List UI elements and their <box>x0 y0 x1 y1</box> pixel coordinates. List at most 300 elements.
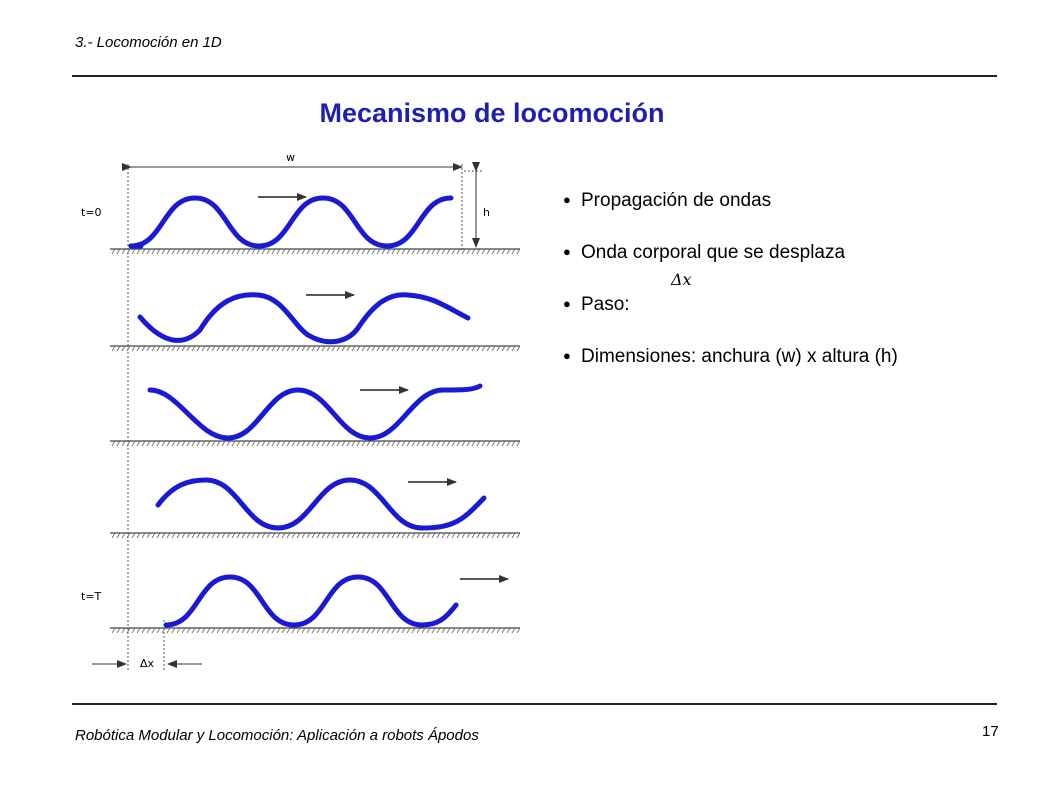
ground-hatch-mark <box>387 346 390 351</box>
ground-hatch-mark <box>457 249 460 254</box>
ground-hatch-mark <box>192 628 195 633</box>
ground-hatch-mark <box>117 346 120 351</box>
ground-hatch-mark <box>177 249 180 254</box>
ground-hatch-mark <box>452 441 455 446</box>
ground-hatch-mark <box>457 441 460 446</box>
ground-hatch-mark <box>337 628 340 633</box>
ground-hatch-mark <box>247 628 250 633</box>
ground-hatch-mark <box>152 441 155 446</box>
ground-hatch-mark <box>412 441 415 446</box>
ground-hatch-mark <box>292 346 295 351</box>
ground-hatch-mark <box>257 346 260 351</box>
wave-frame-1-tail <box>387 198 463 246</box>
ground-hatch-mark <box>447 346 450 351</box>
ground-hatch-mark <box>302 441 305 446</box>
ground-hatch-mark <box>387 441 390 446</box>
ground-hatch-mark <box>387 533 390 538</box>
ground-hatch-mark <box>467 628 470 633</box>
ground-hatch-mark <box>177 441 180 446</box>
ground-hatch-mark <box>237 249 240 254</box>
ground-hatch-mark <box>417 441 420 446</box>
ground-hatch-mark <box>242 533 245 538</box>
ground-hatch-mark <box>482 628 485 633</box>
ground-hatch-mark <box>232 533 235 538</box>
ground-hatch-mark <box>202 533 205 538</box>
ground-hatch-mark <box>232 441 235 446</box>
ground-hatch-mark <box>122 628 125 633</box>
wave-frame-4 <box>158 480 484 528</box>
ground-hatch-mark <box>132 628 135 633</box>
ground-hatch-mark <box>387 249 390 254</box>
ground-hatch-mark <box>432 346 435 351</box>
ground-hatch-mark <box>192 533 195 538</box>
ground-hatch-mark <box>457 628 460 633</box>
ground-hatch-mark <box>132 346 135 351</box>
ground-hatch-mark <box>442 628 445 633</box>
ground-hatch-mark <box>157 628 160 633</box>
ground-hatch-mark <box>167 628 170 633</box>
ground-hatch-mark <box>492 628 495 633</box>
ground-hatch-mark <box>172 533 175 538</box>
ground-hatch-mark <box>347 441 350 446</box>
ground-hatch-mark <box>302 533 305 538</box>
ground-hatch-mark <box>247 441 250 446</box>
ground-hatch-mark <box>177 533 180 538</box>
ground-line-1 <box>110 249 520 254</box>
ground-hatch-mark <box>447 249 450 254</box>
ground-hatch-mark <box>212 533 215 538</box>
ground-hatch-mark <box>357 628 360 633</box>
locomotion-wave-figure <box>78 150 538 675</box>
ground-hatch-mark <box>462 533 465 538</box>
ground-hatch-mark <box>312 628 315 633</box>
ground-hatch-mark <box>292 249 295 254</box>
ground-hatch-mark <box>327 346 330 351</box>
ground-hatch-mark <box>372 533 375 538</box>
ground-hatch-mark <box>207 346 210 351</box>
ground-hatch-mark <box>147 249 150 254</box>
ground-hatch-mark <box>502 249 505 254</box>
ground-hatch-mark <box>187 628 190 633</box>
ground-hatch-mark <box>492 346 495 351</box>
ground-hatch-mark <box>277 533 280 538</box>
ground-hatch-mark <box>307 441 310 446</box>
ground-hatch-mark <box>157 441 160 446</box>
ground-hatch-mark <box>167 346 170 351</box>
ground-hatch-mark <box>352 249 355 254</box>
ground-hatch-mark <box>137 346 140 351</box>
ground-hatch-mark <box>167 533 170 538</box>
ground-hatch-mark <box>467 441 470 446</box>
ground-hatch-mark <box>517 441 520 446</box>
ground-hatch-mark <box>502 628 505 633</box>
ground-hatch-mark <box>202 249 205 254</box>
ground-hatch-mark <box>322 249 325 254</box>
ground-hatch-mark <box>247 249 250 254</box>
ground-hatch-mark <box>372 249 375 254</box>
ground-hatch-mark <box>152 533 155 538</box>
ground-hatch-mark <box>267 628 270 633</box>
ground-hatch-mark <box>197 628 200 633</box>
ground-hatch-mark <box>222 441 225 446</box>
ground-hatch-mark <box>277 441 280 446</box>
ground-hatch-mark <box>352 628 355 633</box>
ground-hatch-mark <box>232 628 235 633</box>
ground-hatch-mark <box>157 346 160 351</box>
ground-hatch-mark <box>367 346 370 351</box>
ground-hatch-mark <box>357 346 360 351</box>
ground-hatch-mark <box>297 441 300 446</box>
ground-hatch-mark <box>202 346 205 351</box>
ground-hatch-mark <box>267 346 270 351</box>
ground-hatch-mark <box>322 346 325 351</box>
ground-hatch-mark <box>342 346 345 351</box>
ground-hatch-mark <box>172 628 175 633</box>
section-label: 3.- Locomoción en 1D <box>75 34 222 51</box>
ground-hatch-mark <box>262 346 265 351</box>
ground-hatch-mark <box>407 249 410 254</box>
ground-hatch-mark <box>187 346 190 351</box>
ground-hatch-mark <box>252 441 255 446</box>
ground-hatch-mark <box>367 249 370 254</box>
ground-hatch-mark <box>512 533 515 538</box>
ground-hatch-mark <box>422 628 425 633</box>
ground-hatch-mark <box>487 533 490 538</box>
ground-hatch-mark <box>327 628 330 633</box>
ground-hatch-mark <box>217 441 220 446</box>
ground-hatch-mark <box>502 441 505 446</box>
ground-hatch-mark <box>172 346 175 351</box>
ground-hatch-mark <box>162 441 165 446</box>
ground-hatch-mark <box>312 346 315 351</box>
ground-hatch-mark <box>377 533 380 538</box>
slide-title: Mecanismo de locomoción <box>319 98 665 128</box>
ground-hatch-mark <box>497 441 500 446</box>
ground-hatch-mark <box>302 628 305 633</box>
ground-hatch-mark <box>267 533 270 538</box>
ground-hatch-mark <box>382 249 385 254</box>
ground-hatch-mark <box>452 346 455 351</box>
ground-hatch-mark <box>392 346 395 351</box>
ground-hatch-mark <box>222 249 225 254</box>
ground-hatch-mark <box>417 533 420 538</box>
ground-hatch-mark <box>227 249 230 254</box>
ground-hatch-mark <box>362 249 365 254</box>
ground-hatch-mark <box>497 628 500 633</box>
wave-frame-2 <box>140 295 468 342</box>
ground-hatch-mark <box>227 441 230 446</box>
ground-hatch-mark <box>452 628 455 633</box>
ground-hatch-mark <box>132 441 135 446</box>
ground-hatch-mark <box>402 533 405 538</box>
ground-hatch-mark <box>397 533 400 538</box>
ground-hatch-mark <box>517 346 520 351</box>
ground-hatch-mark <box>142 249 145 254</box>
ground-hatch-mark <box>427 533 430 538</box>
ground-hatch-mark <box>272 249 275 254</box>
ground-line-3 <box>110 441 520 446</box>
ground-hatch-mark <box>122 346 125 351</box>
ground-hatch-mark <box>322 441 325 446</box>
ground-hatch-mark <box>452 249 455 254</box>
ground-hatch-mark <box>257 628 260 633</box>
ground-hatch-mark <box>487 441 490 446</box>
ground-hatch-mark <box>137 249 140 254</box>
ground-hatch-mark <box>347 346 350 351</box>
ground-hatch-mark <box>442 441 445 446</box>
ground-hatch-mark <box>172 249 175 254</box>
ground-hatch-mark <box>507 441 510 446</box>
ground-hatch-mark <box>492 249 495 254</box>
ground-hatch-mark <box>477 628 480 633</box>
ground-hatch-mark <box>182 533 185 538</box>
ground-hatch-mark <box>507 346 510 351</box>
ground-hatch-mark <box>212 628 215 633</box>
ground-hatch-mark <box>242 346 245 351</box>
ground-hatch-mark <box>142 533 145 538</box>
ground-hatch-mark <box>417 249 420 254</box>
ground-hatch-mark <box>177 628 180 633</box>
ground-hatch-mark <box>362 628 365 633</box>
ground-hatch-mark <box>437 249 440 254</box>
bullet-item: ● Propagación de ondas <box>563 190 772 211</box>
ground-hatch-mark <box>162 346 165 351</box>
ground-hatch-mark <box>367 628 370 633</box>
ground-hatch-mark <box>472 346 475 351</box>
ground-hatch-mark <box>217 249 220 254</box>
ground-hatch-mark <box>317 249 320 254</box>
wave-diagram <box>78 150 538 675</box>
ground-hatch-mark <box>507 533 510 538</box>
ground-hatch-mark <box>517 628 520 633</box>
ground-hatch-mark <box>427 346 430 351</box>
ground-hatch-mark <box>117 249 120 254</box>
ground-hatch-mark <box>437 441 440 446</box>
ground-hatch-mark <box>272 628 275 633</box>
ground-hatch-mark <box>217 346 220 351</box>
ground-hatch-mark <box>447 533 450 538</box>
ground-hatch-mark <box>137 533 140 538</box>
ground-hatch-mark <box>237 533 240 538</box>
ground-hatch-mark <box>262 249 265 254</box>
ground-hatch-mark <box>267 441 270 446</box>
ground-hatch-mark <box>332 533 335 538</box>
ground-hatch-mark <box>327 441 330 446</box>
ground-hatch-mark <box>182 628 185 633</box>
ground-hatch-mark <box>197 346 200 351</box>
ground-hatch-mark <box>417 346 420 351</box>
ground-hatch-mark <box>112 346 115 351</box>
header-divider <box>72 75 997 77</box>
ground-hatch-mark <box>172 441 175 446</box>
ground-hatch-mark <box>357 249 360 254</box>
ground-hatch-mark <box>412 346 415 351</box>
ground-hatch-mark <box>122 533 125 538</box>
ground-hatch-mark <box>207 533 210 538</box>
ground-hatch-mark <box>472 249 475 254</box>
ground-hatch-mark <box>412 628 415 633</box>
ground-hatch-mark <box>462 628 465 633</box>
ground-hatch-mark <box>382 346 385 351</box>
ground-hatch-mark <box>502 533 505 538</box>
ground-hatch-mark <box>337 346 340 351</box>
ground-hatch-mark <box>252 628 255 633</box>
ground-hatch-mark <box>147 441 150 446</box>
ground-hatch-mark <box>192 346 195 351</box>
ground-hatch-mark <box>457 533 460 538</box>
ground-hatch-mark <box>432 441 435 446</box>
ground-hatch-mark <box>422 441 425 446</box>
ground-hatch-mark <box>147 346 150 351</box>
ground-hatch-mark <box>112 628 115 633</box>
ground-hatch-mark <box>487 628 490 633</box>
ground-hatch-mark <box>482 441 485 446</box>
ground-hatch-mark <box>462 441 465 446</box>
ground-hatch-mark <box>482 249 485 254</box>
ground-hatch-mark <box>357 533 360 538</box>
wave-frame-3 <box>150 386 480 438</box>
ground-hatch-mark <box>142 346 145 351</box>
ground-hatch-mark <box>232 249 235 254</box>
ground-hatch-mark <box>292 441 295 446</box>
ground-hatch-mark <box>332 441 335 446</box>
ground-hatch-mark <box>327 533 330 538</box>
ground-hatch-mark <box>342 441 345 446</box>
ground-hatch-mark <box>257 441 260 446</box>
ground-hatch-mark <box>497 533 500 538</box>
ground-hatch-mark <box>462 346 465 351</box>
ground-hatch-mark <box>482 346 485 351</box>
ground-hatch-mark <box>262 441 265 446</box>
ground-hatch-mark <box>182 441 185 446</box>
ground-hatch-mark <box>152 249 155 254</box>
ground-hatch-mark <box>267 249 270 254</box>
ground-hatch-mark <box>207 249 210 254</box>
ground-hatch-mark <box>277 346 280 351</box>
ground-hatch-mark <box>397 249 400 254</box>
ground-hatch-mark <box>237 346 240 351</box>
ground-hatch-mark <box>352 346 355 351</box>
ground-hatch-mark <box>367 441 370 446</box>
ground-hatch-mark <box>352 533 355 538</box>
ground-hatch-mark <box>212 346 215 351</box>
ground-hatch-mark <box>242 249 245 254</box>
bullet-item: ● Onda corporal que se desplaza <box>563 242 846 263</box>
ground-hatch-mark <box>222 628 225 633</box>
ground-hatch-mark <box>317 441 320 446</box>
ground-hatch-mark <box>367 533 370 538</box>
ground-hatch-mark <box>352 441 355 446</box>
ground-hatch-mark <box>147 628 150 633</box>
ground-hatch-mark <box>272 533 275 538</box>
ground-hatch-mark <box>392 628 395 633</box>
ground-hatch-mark <box>332 249 335 254</box>
ground-hatch-mark <box>187 441 190 446</box>
ground-hatch-mark <box>472 533 475 538</box>
ground-hatch-mark <box>137 628 140 633</box>
ground-hatch-mark <box>187 533 190 538</box>
ground-hatch-mark <box>292 628 295 633</box>
ground-hatch-mark <box>207 441 210 446</box>
bullet-item: ● Paso: <box>563 294 630 315</box>
ground-hatch-mark <box>307 249 310 254</box>
ground-hatch-mark <box>362 346 365 351</box>
ground-hatch-mark <box>312 533 315 538</box>
bullet-dot-icon: ● <box>563 192 571 207</box>
ground-hatch-mark <box>402 249 405 254</box>
ground-hatch-mark <box>457 346 460 351</box>
ground-hatch-mark <box>402 346 405 351</box>
ground-hatch-mark <box>312 249 315 254</box>
ground-hatch-mark <box>317 628 320 633</box>
ground-hatch-mark <box>227 346 230 351</box>
ground-hatch-mark <box>407 441 410 446</box>
ground-hatch-mark <box>517 249 520 254</box>
ground-hatch-mark <box>117 441 120 446</box>
ground-hatch-mark <box>322 628 325 633</box>
ground-hatch-mark <box>377 628 380 633</box>
ground-hatch-mark <box>402 628 405 633</box>
ground-hatch-mark <box>422 533 425 538</box>
ground-hatch-mark <box>112 533 115 538</box>
ground-hatch-mark <box>127 346 130 351</box>
ground-hatch-mark <box>382 441 385 446</box>
ground-hatch-mark <box>492 441 495 446</box>
ground-hatch-mark <box>217 628 220 633</box>
ground-hatch-mark <box>377 346 380 351</box>
ground-hatch-mark <box>492 533 495 538</box>
ground-hatch-mark <box>282 533 285 538</box>
ground-hatch-mark <box>147 533 150 538</box>
ground-line-4 <box>110 533 520 538</box>
ground-hatch-mark <box>372 441 375 446</box>
ground-hatch-mark <box>167 441 170 446</box>
ground-hatch-mark <box>387 628 390 633</box>
ground-hatch-mark <box>117 533 120 538</box>
ground-hatch-mark <box>362 441 365 446</box>
ground-hatch-mark <box>287 346 290 351</box>
ground-hatch-mark <box>337 441 340 446</box>
ground-hatch-mark <box>497 249 500 254</box>
ground-hatch-mark <box>207 628 210 633</box>
ground-hatch-mark <box>382 533 385 538</box>
ground-hatch-mark <box>502 346 505 351</box>
ground-hatch-mark <box>132 533 135 538</box>
ground-hatch-mark <box>192 249 195 254</box>
ground-hatch-mark <box>362 533 365 538</box>
ground-hatch-mark <box>437 346 440 351</box>
ground-hatch-mark <box>412 533 415 538</box>
ground-hatch-mark <box>432 533 435 538</box>
ground-hatch-mark <box>432 249 435 254</box>
ground-hatch-mark <box>237 441 240 446</box>
ground-hatch-mark <box>122 441 125 446</box>
ground-hatch-mark <box>317 533 320 538</box>
ground-hatch-mark <box>192 441 195 446</box>
ground-hatch-mark <box>142 441 145 446</box>
ground-hatch-mark <box>247 533 250 538</box>
ground-hatch-mark <box>472 628 475 633</box>
ground-hatch-mark <box>442 533 445 538</box>
ground-hatch-mark <box>347 533 350 538</box>
dx-label: Δx <box>140 657 155 670</box>
ground-hatch-mark <box>197 249 200 254</box>
ground-hatch-mark <box>197 441 200 446</box>
ground-hatch-mark <box>217 533 220 538</box>
ground-hatch-mark <box>287 533 290 538</box>
bullet-dot-icon: ● <box>563 296 571 311</box>
ground-line-2 <box>110 346 520 351</box>
